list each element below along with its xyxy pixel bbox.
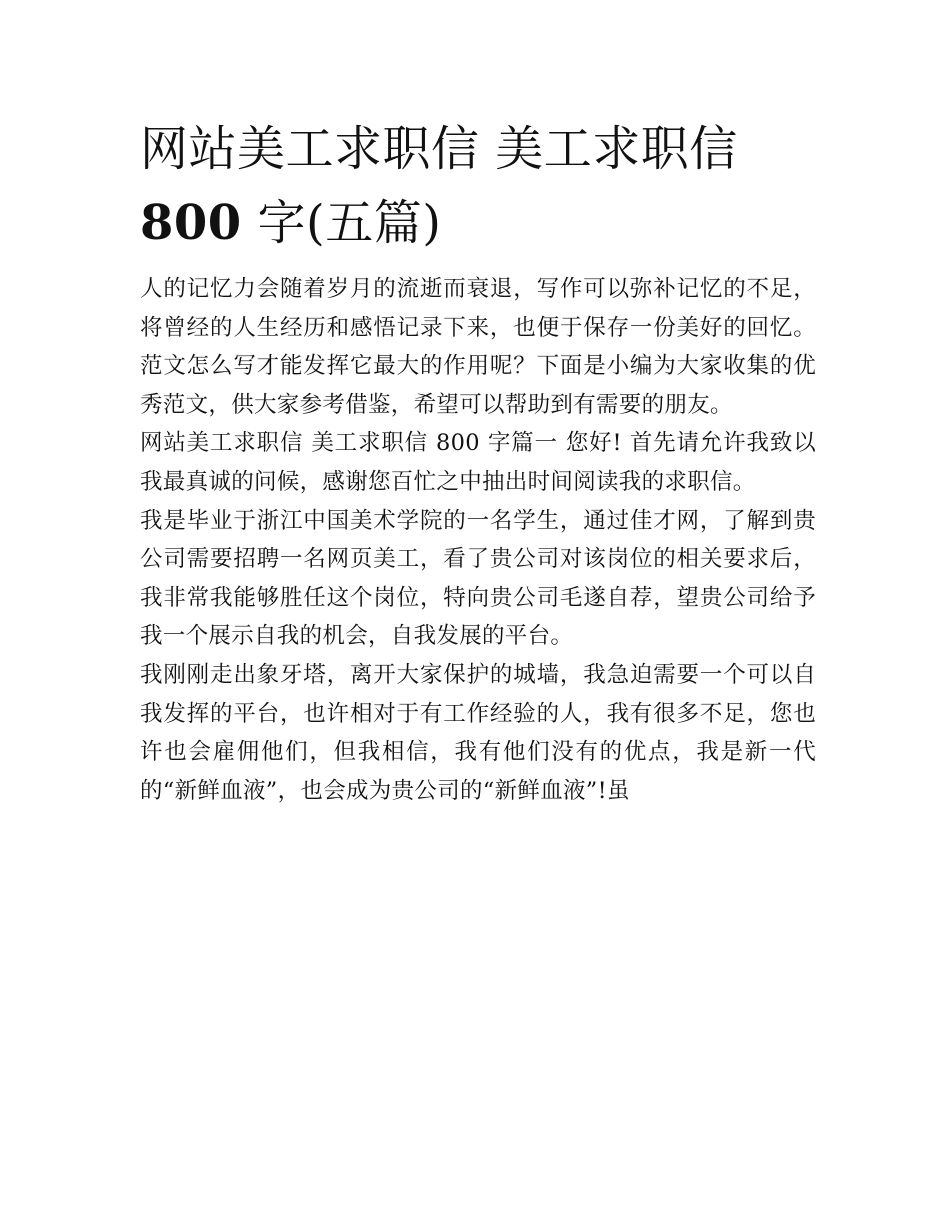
paragraph-intro: 人的记忆力会随着岁月的流逝而衰退，写作可以弥补记忆的不足，将曾经的人生经历和感悟记录下来，也便于保存一份美好的回忆。范文怎么写才能发挥它最大的作用呢？下面是小编为大家收集的优秀范文，供大家参考借鉴，希望可以帮助到有需要的朋友。 (140, 276, 816, 418)
title-number: 800 (140, 195, 242, 251)
document-title (140, 112, 820, 260)
title-suffix: 字(五篇) (241, 195, 442, 251)
paragraph-background: 我是毕业于浙江中国美术学院的一名学生，通过佳才网，了解到贵公司需要招聘一名网页美工，看了贵公司对该岗位的相关要求后，我非常我能够胜任这个岗位，特向贵公司毛遂自荐，望贵公司给予我一个展示自我的机会，自我发展的平台。 (140, 507, 816, 650)
document-body (140, 112, 820, 810)
title-line-1: 网站美工求职信 美工求职信 (140, 121, 738, 177)
paragraph-greeting: 网站美工求职信 美工求职信 800 字篇一 您好! 首先请允许我致以我最真诚的问候，感谢您百忙之中抽出时间阅读我的求职信。 (140, 430, 816, 495)
paragraph-motivation: 我刚刚走出象牙塔，离开大家保护的城墙，我急迫需要一个可以自我发挥的平台，也许相对于有工作经验的人，我有很多不足，您也许也会雇佣他们，但我相信，我有他们没有的优点，我是新一代的“新鲜血液”，也会成为贵公司的“新鲜血液”!虽 (140, 661, 816, 804)
title-line-2 (140, 186, 820, 260)
